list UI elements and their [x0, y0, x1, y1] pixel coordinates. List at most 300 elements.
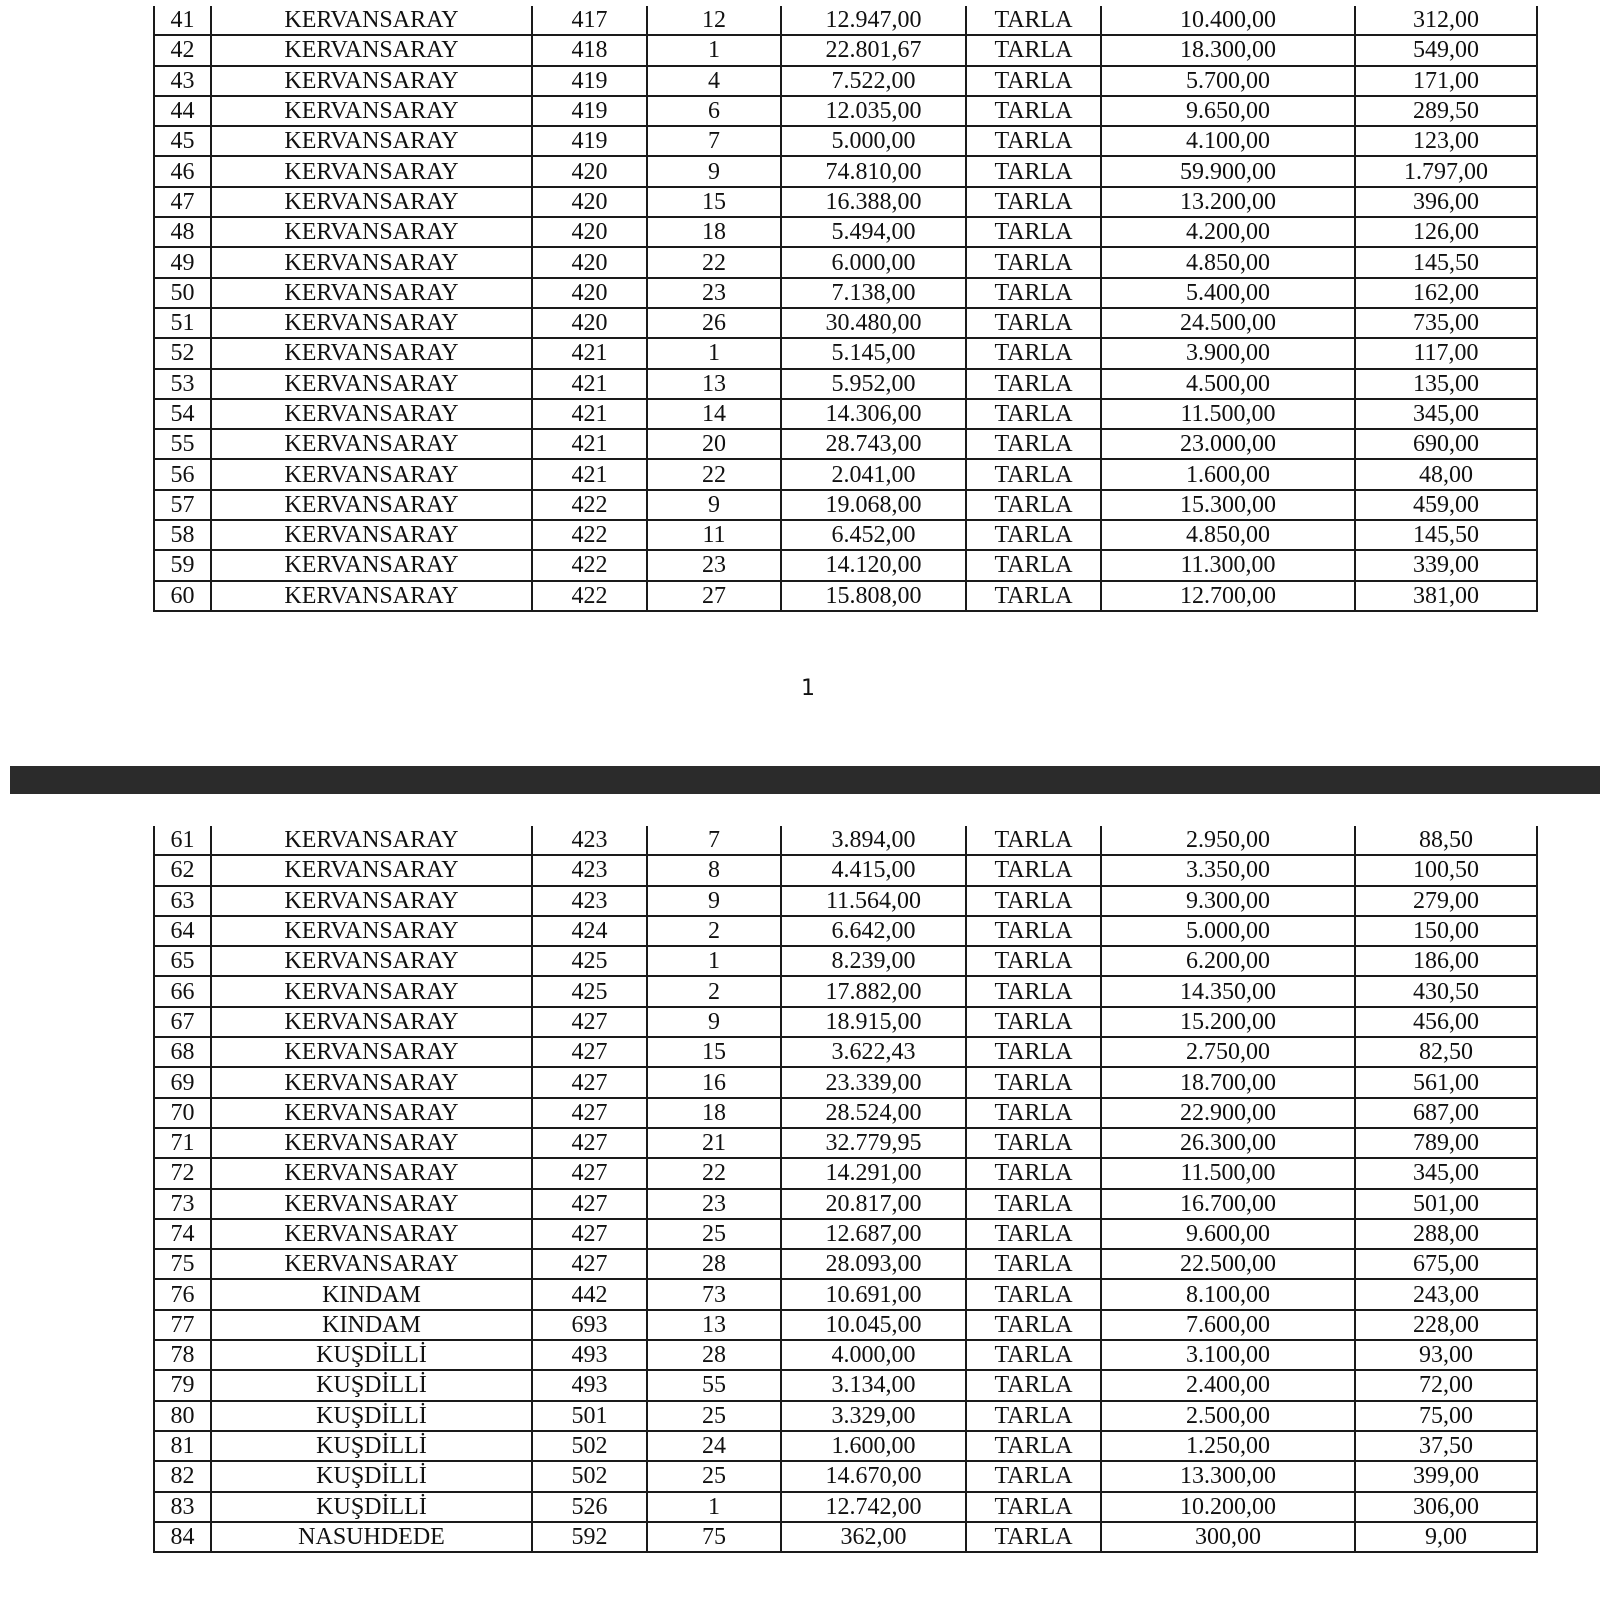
table-row — [154, 429, 1537, 459]
cell-land-type: TARLA — [966, 429, 1101, 459]
cell-value: 1.600,00 — [1101, 459, 1355, 489]
cell-parcel-no: 18 — [647, 1098, 781, 1128]
cell-land-type: TARLA — [966, 581, 1101, 611]
table-row — [154, 278, 1537, 308]
cell-row-number: 76 — [154, 1279, 211, 1309]
table-row — [154, 187, 1537, 217]
table-row — [154, 1492, 1537, 1522]
cell-parcel-no: 9 — [647, 156, 781, 186]
cell-area: 14.120,00 — [781, 550, 966, 580]
table-row — [154, 1037, 1537, 1067]
cell-area: 19.068,00 — [781, 490, 966, 520]
cell-neighborhood: KUŞDİLLİ — [211, 1492, 532, 1522]
cell-neighborhood: KERVANSARAY — [211, 490, 532, 520]
cell-land-type: TARLA — [966, 1249, 1101, 1279]
cell-parcel-no: 23 — [647, 550, 781, 580]
cell-row-number: 50 — [154, 278, 211, 308]
cell-amount: 690,00 — [1355, 429, 1537, 459]
cell-row-number: 66 — [154, 976, 211, 1006]
cell-area: 2.041,00 — [781, 459, 966, 489]
cell-amount: 312,00 — [1355, 6, 1537, 35]
cell-parcel-no: 4 — [647, 66, 781, 96]
cell-row-number: 45 — [154, 126, 211, 156]
cell-block-no: 526 — [532, 1492, 647, 1522]
cell-parcel-no: 22 — [647, 459, 781, 489]
table-row — [154, 459, 1537, 489]
cell-area: 7.138,00 — [781, 278, 966, 308]
cell-amount: 48,00 — [1355, 459, 1537, 489]
cell-parcel-no: 28 — [647, 1340, 781, 1370]
cell-parcel-no: 27 — [647, 581, 781, 611]
cell-block-no: 502 — [532, 1461, 647, 1491]
cell-parcel-no: 9 — [647, 1007, 781, 1037]
cell-row-number: 61 — [154, 826, 211, 855]
cell-neighborhood: KERVANSARAY — [211, 826, 532, 855]
cell-row-number: 78 — [154, 1340, 211, 1370]
cell-land-type: TARLA — [966, 1370, 1101, 1400]
cell-row-number: 68 — [154, 1037, 211, 1067]
cell-land-type: TARLA — [966, 1279, 1101, 1309]
cell-row-number: 64 — [154, 916, 211, 946]
cell-parcel-no: 11 — [647, 520, 781, 550]
cell-neighborhood: KERVANSARAY — [211, 429, 532, 459]
cell-value: 4.200,00 — [1101, 217, 1355, 247]
cell-amount: 459,00 — [1355, 490, 1537, 520]
cell-area: 16.388,00 — [781, 187, 966, 217]
cell-land-type: TARLA — [966, 916, 1101, 946]
cell-area: 28.743,00 — [781, 429, 966, 459]
document-page-top — [0, 0, 1600, 766]
cell-amount: 117,00 — [1355, 338, 1537, 368]
cell-area: 23.339,00 — [781, 1067, 966, 1097]
cell-neighborhood: KERVANSARAY — [211, 1067, 532, 1097]
cell-value: 13.200,00 — [1101, 187, 1355, 217]
cell-area: 20.817,00 — [781, 1189, 966, 1219]
cell-parcel-no: 21 — [647, 1128, 781, 1158]
cell-value: 2.500,00 — [1101, 1401, 1355, 1431]
table-row — [154, 1128, 1537, 1158]
cell-neighborhood: KERVANSARAY — [211, 916, 532, 946]
cell-land-type: TARLA — [966, 1431, 1101, 1461]
cell-parcel-no: 14 — [647, 399, 781, 429]
cell-area: 10.045,00 — [781, 1310, 966, 1340]
cell-block-no: 421 — [532, 369, 647, 399]
cell-parcel-no: 12 — [647, 6, 781, 35]
cell-neighborhood: KERVANSARAY — [211, 581, 532, 611]
cell-amount: 456,00 — [1355, 1007, 1537, 1037]
cell-value: 2.950,00 — [1101, 826, 1355, 855]
cell-amount: 345,00 — [1355, 399, 1537, 429]
cell-neighborhood: KERVANSARAY — [211, 886, 532, 916]
cell-area: 15.808,00 — [781, 581, 966, 611]
cell-area: 6.000,00 — [781, 247, 966, 277]
cell-land-type: TARLA — [966, 1007, 1101, 1037]
cell-value: 4.850,00 — [1101, 247, 1355, 277]
cell-neighborhood: KERVANSARAY — [211, 66, 532, 96]
table-row — [154, 308, 1537, 338]
cell-parcel-no: 26 — [647, 308, 781, 338]
cell-block-no: 419 — [532, 96, 647, 126]
cell-row-number: 44 — [154, 96, 211, 126]
cell-block-no: 423 — [532, 855, 647, 885]
cell-block-no: 427 — [532, 1098, 647, 1128]
cell-block-no: 422 — [532, 520, 647, 550]
cell-block-no: 421 — [532, 459, 647, 489]
cell-neighborhood: KERVANSARAY — [211, 1098, 532, 1128]
cell-row-number: 84 — [154, 1522, 211, 1552]
cell-row-number: 47 — [154, 187, 211, 217]
cell-land-type: TARLA — [966, 278, 1101, 308]
table-row — [154, 1158, 1537, 1188]
cell-land-type: TARLA — [966, 338, 1101, 368]
cell-value: 9.650,00 — [1101, 96, 1355, 126]
cell-block-no: 421 — [532, 338, 647, 368]
cell-land-type: TARLA — [966, 1128, 1101, 1158]
cell-block-no: 421 — [532, 429, 647, 459]
cell-amount: 150,00 — [1355, 916, 1537, 946]
cell-value: 24.500,00 — [1101, 308, 1355, 338]
cell-neighborhood: KERVANSARAY — [211, 520, 532, 550]
table-row — [154, 1219, 1537, 1249]
cell-amount: 171,00 — [1355, 66, 1537, 96]
cell-area: 5.000,00 — [781, 126, 966, 156]
cell-value: 22.900,00 — [1101, 1098, 1355, 1128]
cell-parcel-no: 9 — [647, 886, 781, 916]
cell-neighborhood: KERVANSARAY — [211, 1189, 532, 1219]
cell-area: 18.915,00 — [781, 1007, 966, 1037]
parcel-table-bottom — [153, 826, 1538, 1553]
table-row — [154, 550, 1537, 580]
cell-neighborhood: KERVANSARAY — [211, 550, 532, 580]
cell-area: 6.642,00 — [781, 916, 966, 946]
cell-amount: 501,00 — [1355, 1189, 1537, 1219]
cell-neighborhood: KUŞDİLLİ — [211, 1431, 532, 1461]
cell-land-type: TARLA — [966, 156, 1101, 186]
cell-row-number: 83 — [154, 1492, 211, 1522]
table-row — [154, 1067, 1537, 1097]
cell-amount: 345,00 — [1355, 1158, 1537, 1188]
cell-block-no: 420 — [532, 247, 647, 277]
table-row — [154, 338, 1537, 368]
table-row — [154, 581, 1537, 611]
cell-row-number: 60 — [154, 581, 211, 611]
cell-neighborhood: KINDAM — [211, 1279, 532, 1309]
cell-neighborhood: KERVANSARAY — [211, 217, 532, 247]
cell-parcel-no: 8 — [647, 855, 781, 885]
table-row — [154, 826, 1537, 855]
cell-block-no: 493 — [532, 1370, 647, 1400]
cell-neighborhood: KERVANSARAY — [211, 1037, 532, 1067]
cell-amount: 145,50 — [1355, 520, 1537, 550]
cell-amount: 72,00 — [1355, 1370, 1537, 1400]
cell-amount: 123,00 — [1355, 126, 1537, 156]
table-row — [154, 1189, 1537, 1219]
cell-parcel-no: 7 — [647, 126, 781, 156]
cell-land-type: TARLA — [966, 399, 1101, 429]
table-row — [154, 156, 1537, 186]
cell-parcel-no: 55 — [647, 1370, 781, 1400]
cell-neighborhood: KERVANSARAY — [211, 855, 532, 885]
cell-land-type: TARLA — [966, 217, 1101, 247]
cell-block-no: 427 — [532, 1007, 647, 1037]
cell-neighborhood: KERVANSARAY — [211, 399, 532, 429]
table-row — [154, 1461, 1537, 1491]
cell-area: 74.810,00 — [781, 156, 966, 186]
table-row — [154, 217, 1537, 247]
cell-block-no: 420 — [532, 156, 647, 186]
cell-amount: 399,00 — [1355, 1461, 1537, 1491]
cell-neighborhood: KERVANSARAY — [211, 1158, 532, 1188]
cell-block-no: 427 — [532, 1158, 647, 1188]
cell-row-number: 79 — [154, 1370, 211, 1400]
cell-area: 6.452,00 — [781, 520, 966, 550]
cell-parcel-no: 25 — [647, 1401, 781, 1431]
cell-value: 10.200,00 — [1101, 1492, 1355, 1522]
cell-value: 12.700,00 — [1101, 581, 1355, 611]
cell-parcel-no: 28 — [647, 1249, 781, 1279]
cell-value: 4.850,00 — [1101, 520, 1355, 550]
cell-block-no: 427 — [532, 1189, 647, 1219]
cell-land-type: TARLA — [966, 520, 1101, 550]
cell-block-no: 427 — [532, 1249, 647, 1279]
cell-parcel-no: 23 — [647, 278, 781, 308]
cell-land-type: TARLA — [966, 550, 1101, 580]
cell-land-type: TARLA — [966, 308, 1101, 338]
cell-land-type: TARLA — [966, 1158, 1101, 1188]
cell-row-number: 80 — [154, 1401, 211, 1431]
cell-amount: 126,00 — [1355, 217, 1537, 247]
cell-row-number: 57 — [154, 490, 211, 520]
cell-value: 26.300,00 — [1101, 1128, 1355, 1158]
cell-parcel-no: 22 — [647, 247, 781, 277]
cell-land-type: TARLA — [966, 1492, 1101, 1522]
cell-area: 1.600,00 — [781, 1431, 966, 1461]
cell-block-no: 693 — [532, 1310, 647, 1340]
cell-block-no: 425 — [532, 976, 647, 1006]
cell-row-number: 51 — [154, 308, 211, 338]
cell-value: 2.400,00 — [1101, 1370, 1355, 1400]
cell-value: 18.300,00 — [1101, 35, 1355, 65]
cell-parcel-no: 24 — [647, 1431, 781, 1461]
cell-row-number: 77 — [154, 1310, 211, 1340]
cell-value: 59.900,00 — [1101, 156, 1355, 186]
cell-neighborhood: KERVANSARAY — [211, 1219, 532, 1249]
cell-amount: 306,00 — [1355, 1492, 1537, 1522]
cell-parcel-no: 16 — [647, 1067, 781, 1097]
cell-land-type: TARLA — [966, 886, 1101, 916]
cell-block-no: 425 — [532, 946, 647, 976]
cell-block-no: 427 — [532, 1128, 647, 1158]
cell-row-number: 72 — [154, 1158, 211, 1188]
cell-parcel-no: 7 — [647, 826, 781, 855]
cell-row-number: 46 — [154, 156, 211, 186]
cell-amount: 162,00 — [1355, 278, 1537, 308]
cell-area: 5.494,00 — [781, 217, 966, 247]
cell-parcel-no: 6 — [647, 96, 781, 126]
cell-amount: 381,00 — [1355, 581, 1537, 611]
cell-row-number: 81 — [154, 1431, 211, 1461]
cell-area: 3.622,43 — [781, 1037, 966, 1067]
cell-neighborhood: KERVANSARAY — [211, 459, 532, 489]
cell-parcel-no: 9 — [647, 490, 781, 520]
cell-block-no: 427 — [532, 1037, 647, 1067]
cell-block-no: 420 — [532, 308, 647, 338]
cell-area: 11.564,00 — [781, 886, 966, 916]
cell-area: 12.742,00 — [781, 1492, 966, 1522]
cell-parcel-no: 15 — [647, 187, 781, 217]
cell-parcel-no: 15 — [647, 1037, 781, 1067]
cell-land-type: TARLA — [966, 126, 1101, 156]
table-row — [154, 886, 1537, 916]
parcel-table-bottom-body — [154, 826, 1537, 1552]
cell-block-no: 501 — [532, 1401, 647, 1431]
cell-area: 14.306,00 — [781, 399, 966, 429]
cell-amount: 430,50 — [1355, 976, 1537, 1006]
table-row — [154, 1340, 1537, 1370]
cell-parcel-no: 13 — [647, 1310, 781, 1340]
cell-area: 4.000,00 — [781, 1340, 966, 1370]
cell-parcel-no: 1 — [647, 35, 781, 65]
cell-land-type: TARLA — [966, 1461, 1101, 1491]
cell-value: 22.500,00 — [1101, 1249, 1355, 1279]
cell-neighborhood: KERVANSARAY — [211, 96, 532, 126]
cell-neighborhood: KERVANSARAY — [211, 247, 532, 277]
cell-amount: 243,00 — [1355, 1279, 1537, 1309]
cell-parcel-no: 1 — [647, 946, 781, 976]
cell-amount: 687,00 — [1355, 1098, 1537, 1128]
cell-area: 3.134,00 — [781, 1370, 966, 1400]
cell-amount: 675,00 — [1355, 1249, 1537, 1279]
cell-block-no: 420 — [532, 278, 647, 308]
cell-amount: 37,50 — [1355, 1431, 1537, 1461]
parcel-table-top-body — [154, 6, 1537, 611]
cell-row-number: 53 — [154, 369, 211, 399]
cell-land-type: TARLA — [966, 1522, 1101, 1552]
cell-amount: 735,00 — [1355, 308, 1537, 338]
cell-land-type: TARLA — [966, 187, 1101, 217]
cell-parcel-no: 23 — [647, 1189, 781, 1219]
cell-land-type: TARLA — [966, 6, 1101, 35]
cell-parcel-no: 25 — [647, 1219, 781, 1249]
cell-row-number: 71 — [154, 1128, 211, 1158]
cell-row-number: 56 — [154, 459, 211, 489]
cell-block-no: 442 — [532, 1279, 647, 1309]
cell-amount: 82,50 — [1355, 1037, 1537, 1067]
cell-land-type: TARLA — [966, 855, 1101, 885]
cell-row-number: 65 — [154, 946, 211, 976]
table-row — [154, 855, 1537, 885]
cell-land-type: TARLA — [966, 1189, 1101, 1219]
cell-land-type: TARLA — [966, 1340, 1101, 1370]
cell-row-number: 58 — [154, 520, 211, 550]
cell-land-type: TARLA — [966, 1401, 1101, 1431]
cell-amount: 228,00 — [1355, 1310, 1537, 1340]
cell-neighborhood: KUŞDİLLİ — [211, 1340, 532, 1370]
cell-block-no: 592 — [532, 1522, 647, 1552]
cell-area: 12.035,00 — [781, 96, 966, 126]
table-row — [154, 66, 1537, 96]
cell-value: 5.400,00 — [1101, 278, 1355, 308]
cell-land-type: TARLA — [966, 1037, 1101, 1067]
cell-amount: 289,50 — [1355, 96, 1537, 126]
cell-parcel-no: 73 — [647, 1279, 781, 1309]
cell-parcel-no: 13 — [647, 369, 781, 399]
cell-block-no: 422 — [532, 550, 647, 580]
cell-value: 11.500,00 — [1101, 1158, 1355, 1188]
cell-neighborhood: KERVANSARAY — [211, 6, 532, 35]
cell-value: 4.100,00 — [1101, 126, 1355, 156]
cell-parcel-no: 2 — [647, 916, 781, 946]
cell-area: 3.329,00 — [781, 1401, 966, 1431]
cell-value: 11.300,00 — [1101, 550, 1355, 580]
table-row — [154, 1310, 1537, 1340]
cell-block-no: 493 — [532, 1340, 647, 1370]
cell-amount: 288,00 — [1355, 1219, 1537, 1249]
cell-area: 3.894,00 — [781, 826, 966, 855]
cell-parcel-no: 2 — [647, 976, 781, 1006]
table-row — [154, 369, 1537, 399]
cell-amount: 339,00 — [1355, 550, 1537, 580]
table-row — [154, 976, 1537, 1006]
cell-area: 14.670,00 — [781, 1461, 966, 1491]
cell-row-number: 52 — [154, 338, 211, 368]
cell-amount: 789,00 — [1355, 1128, 1537, 1158]
cell-parcel-no: 20 — [647, 429, 781, 459]
cell-block-no: 417 — [532, 6, 647, 35]
cell-neighborhood: KUŞDİLLİ — [211, 1370, 532, 1400]
cell-value: 11.500,00 — [1101, 399, 1355, 429]
cell-parcel-no: 75 — [647, 1522, 781, 1552]
cell-neighborhood: KERVANSARAY — [211, 1007, 532, 1037]
cell-value: 15.200,00 — [1101, 1007, 1355, 1037]
table-row — [154, 490, 1537, 520]
cell-block-no: 421 — [532, 399, 647, 429]
cell-neighborhood: KERVANSARAY — [211, 338, 532, 368]
cell-row-number: 54 — [154, 399, 211, 429]
cell-area: 17.882,00 — [781, 976, 966, 1006]
cell-value: 4.500,00 — [1101, 369, 1355, 399]
cell-value: 5.000,00 — [1101, 916, 1355, 946]
cell-row-number: 75 — [154, 1249, 211, 1279]
cell-neighborhood: NASUHDEDE — [211, 1522, 532, 1552]
table-row — [154, 6, 1537, 35]
cell-amount: 1.797,00 — [1355, 156, 1537, 186]
cell-row-number: 62 — [154, 855, 211, 885]
cell-area: 28.524,00 — [781, 1098, 966, 1128]
cell-neighborhood: KINDAM — [211, 1310, 532, 1340]
cell-value: 7.600,00 — [1101, 1310, 1355, 1340]
cell-value: 5.700,00 — [1101, 66, 1355, 96]
table-row — [154, 1098, 1537, 1128]
cell-amount: 100,50 — [1355, 855, 1537, 885]
cell-area: 4.415,00 — [781, 855, 966, 885]
cell-parcel-no: 18 — [647, 217, 781, 247]
cell-block-no: 427 — [532, 1219, 647, 1249]
cell-block-no: 419 — [532, 126, 647, 156]
cell-row-number: 43 — [154, 66, 211, 96]
cell-area: 28.093,00 — [781, 1249, 966, 1279]
cell-value: 15.300,00 — [1101, 490, 1355, 520]
cell-value: 6.200,00 — [1101, 946, 1355, 976]
cell-land-type: TARLA — [966, 96, 1101, 126]
document-page-bottom — [0, 826, 1600, 1600]
table-row — [154, 1522, 1537, 1552]
cell-value: 13.300,00 — [1101, 1461, 1355, 1491]
cell-block-no: 420 — [532, 217, 647, 247]
cell-value: 8.100,00 — [1101, 1279, 1355, 1309]
cell-parcel-no: 25 — [647, 1461, 781, 1491]
cell-value: 14.350,00 — [1101, 976, 1355, 1006]
